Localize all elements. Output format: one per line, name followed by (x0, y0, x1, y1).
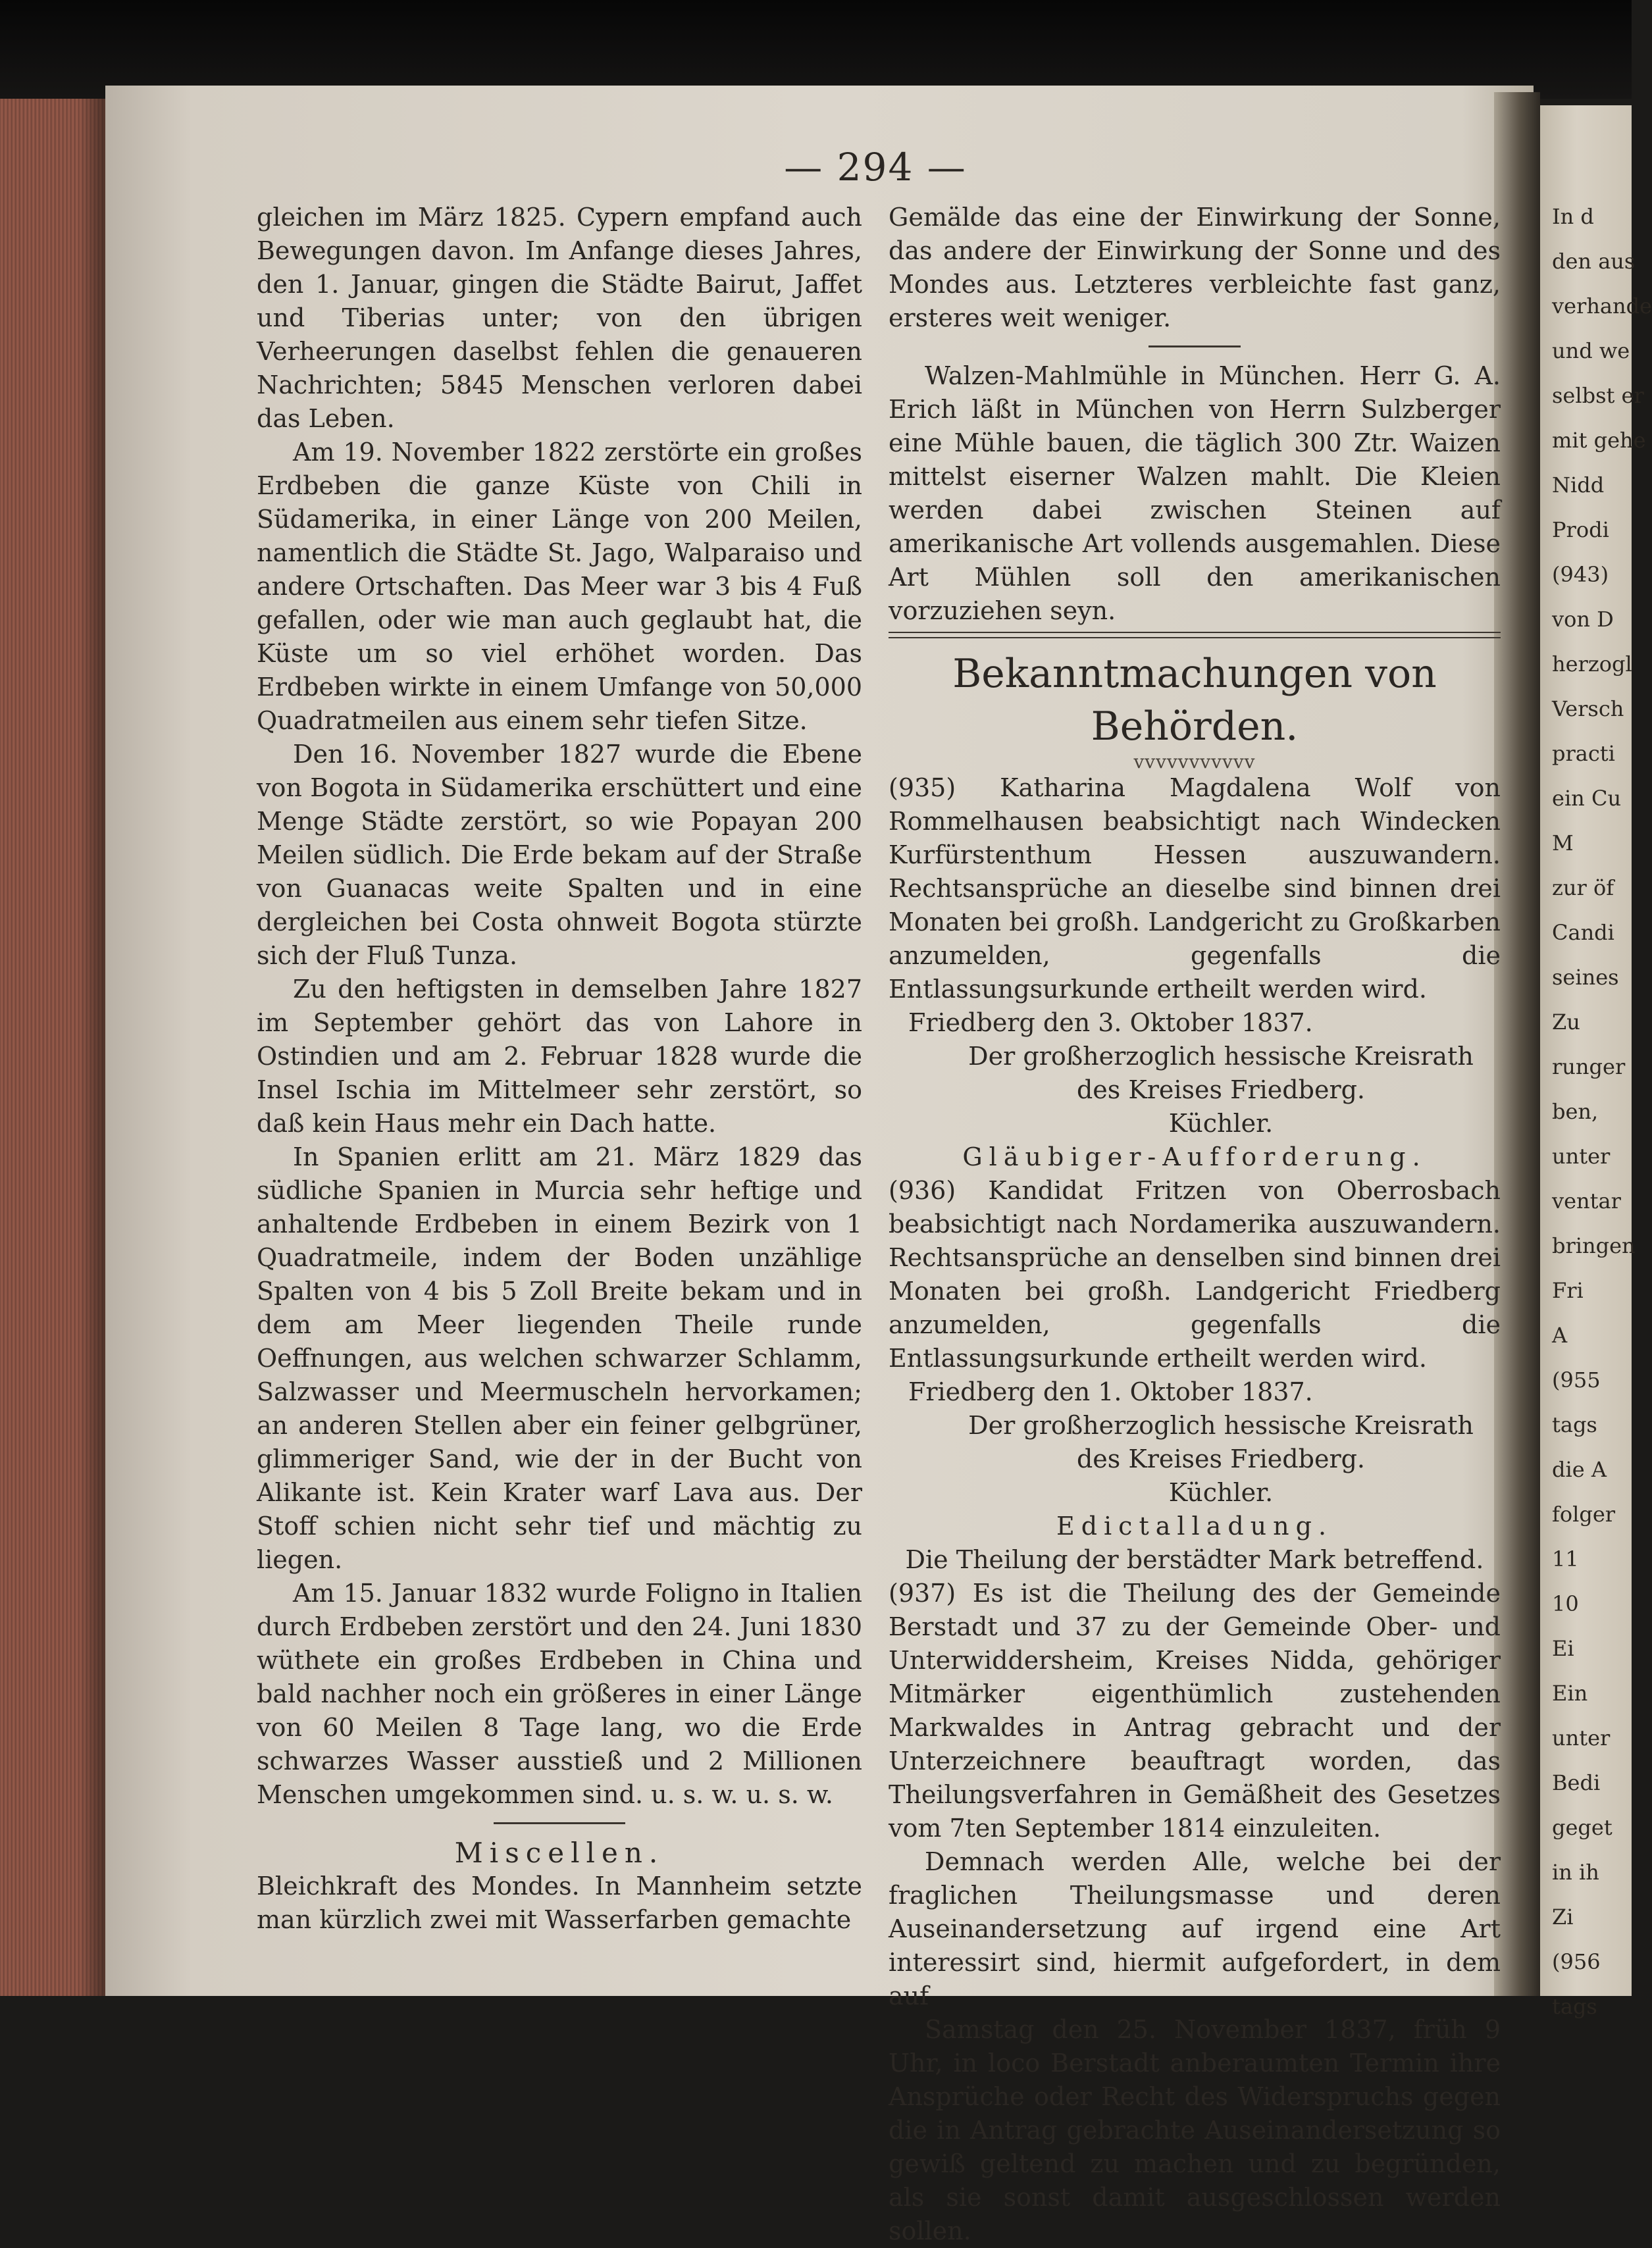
next-page-text-fragment: M (1552, 830, 1574, 856)
edictal-subheading: Die Theilung der berstädter Mark betreffend. (905, 1545, 1484, 1574)
next-page-text-fragment: 10 (1552, 1591, 1579, 1616)
next-page-text-fragment: Fri (1552, 1278, 1584, 1303)
next-page-text-fragment: (956 (1552, 1949, 1601, 1974)
left-paragraph: Am 19. November 1822 zerstörte ein großes Erdbeben die ganze Küste von Chili in Südamerika, in einer Länge von 200 Meilen, namentlich die Städte St. Jago, Walparaiso und andere Ortschaften. Das Meer war 3 bis 4 Fuß gefallen, oder wie man auch geglaubt hat, die Küste um so viel erhöhet worden. Das Erdbeben wirkte in einem Umfange von 50,000 Quadratmeilen aus einem sehr tiefen Sitze. (257, 438, 862, 735)
date-936: Friedberg den 1. Oktober 1837. (908, 1377, 1313, 1406)
signature-1-line-1: Der großherzoglich hessische Kreisrath (968, 1042, 1474, 1071)
next-page-text-fragment: 11 (1552, 1546, 1579, 1571)
next-page-text-fragment: folger (1552, 1502, 1616, 1527)
next-page-text-fragment: von D (1552, 607, 1614, 632)
next-page-text-fragment: A (1552, 1323, 1568, 1348)
signature-1-name: Küchler. (1168, 1109, 1274, 1138)
next-page-text-fragment: Candi (1552, 920, 1614, 945)
samstag-paragraph: Samstag den 25. November 1837, früh 9 Uhr, in loco Berstadt anberaumten Termin ihre Ansprüche oder Recht des Widerspruchs gegen die in Antrag gebrachte Auseinandersetzung so gewiß geltend zu machen und zu begründen, als sie sonst damit ausgeschlossen werden sollen. (889, 2015, 1501, 2245)
next-page-text-fragment: die A (1552, 1457, 1607, 1482)
next-page-text-fragment: runger (1552, 1054, 1626, 1079)
next-page-text-fragment: Ei (1552, 1636, 1574, 1661)
date-935: Friedberg den 3. Oktober 1837. (908, 1008, 1313, 1037)
left-paragraph: gleichen im März 1825. Cypern empfand auch Bewegungen davon. Im Anfange dieses Jahres, den 1. Januar, gingen die Städte Bairut, Jaffet und Tiberias unter; von den übrigen Verheerungen daselbst fehlen die genaueren Nachrichten; 5845 Menschen verloren dabei das Leben. (257, 203, 862, 433)
next-page-text-fragment: bringen (1552, 1233, 1636, 1258)
next-page-text-fragment: den aus (1552, 249, 1636, 274)
next-page-text-fragment: Prodi (1552, 517, 1609, 542)
next-page-text-fragment: seines (1552, 965, 1619, 990)
next-page-text-fragment: Bedi (1552, 1770, 1601, 1795)
next-page-text-fragment: In d (1552, 204, 1594, 229)
book-top-shadow (0, 0, 1632, 99)
next-page-text-fragment: Zi (1552, 1904, 1574, 1929)
left-paragraph: In Spanien erlitt am 21. März 1829 das südliche Spanien in Murcia sehr heftige und anhaltende Erdbeben in einem Bezirk von 1 Quadratmeile, indem der Boden unzählige Spalten von 4 bis 5 Zoll Breite bekam und in dem am Meer liegenden Theile runde Oeffnungen, aus welchen schwarzer Schlamm, Salzwasser und Meermuscheln hervorkamen; an anderen Stellen aber ein feiner gelbgrüner, glimmeriger Sand, wie der in der Bucht von Alikante ist. Kein Krater warf Lava aus. Der Stoff schien nicht sehr tief und mächtig zu liegen. (257, 1142, 862, 1574)
left-column (257, 201, 862, 1937)
left-paragraph: Zu den heftigsten in demselben Jahre 1827 im September gehört das von Lahore in Ostindien und am 2. Februar 1828 wurde die Insel Ischia im Mittelmeer sehr zerstört, so daß kein Haus mehr ein Dach hatte. (257, 975, 862, 1138)
right-column (889, 201, 1501, 2248)
notice-937: (937) Es ist die Theilung des der Gemeinde Berstadt und 37 zu der Gemeinde Ober- und Unterwiddersheim, Kreises Nidda, gehöriger Mitmärker eigenthümlich zustehenden Markwaldes in Antrag gebracht und der Unterzeichnere beauftragt worden, das Theilungsverfahren in Gemäßheit des Gesetzes vom 7ten September 1814 einzuleiten. (889, 1579, 1501, 1843)
next-page-text-fragment: tags (1552, 1994, 1597, 2019)
next-page-text-fragment: geget (1552, 1815, 1613, 1840)
section-heading: Bekanntmachungen von Behörden. (952, 651, 1437, 750)
glaeubiger-heading: Gläubiger-Aufforderung. (962, 1142, 1427, 1171)
wavy-ornament: vvvvvvvvvvv (1133, 751, 1256, 773)
next-page-text-fragment: unter (1552, 1725, 1611, 1750)
notice-935: (935) Katharina Magdalena Wolf von Rommelhausen beabsichtigt nach Windecken Kurfürstenthum Hessen auszuwandern. Rechtsansprüche an dieselbe sind binnen drei Monaten bei großh. Landgericht zu Großkarben anzumelden, gegenfalls die Entlassungsurkunde ertheilt werden wird. (889, 773, 1501, 1004)
next-page-fragment (1540, 105, 1652, 2019)
demnach-paragraph: Demnach werden Alle, welche bei der fraglichen Theilungsmasse und deren Auseinandersetzung auf irgend eine Art interessirt sind, hiermit aufgefordert, in dem auf (889, 1847, 1501, 2010)
next-page-text-fragment: (943) (1552, 562, 1609, 587)
continuation-paragraph: Gemälde das eine der Einwirkung der Sonne, das andere der Einwirkung der Sonne und des Mondes aus. Letzteres verbleichte fast ganz, ersteres weit weniger. (889, 203, 1501, 332)
next-page-text-fragment: zur öf (1552, 875, 1614, 900)
section-divider (494, 1822, 625, 1824)
next-page-text-fragment: (955 (1552, 1367, 1601, 1392)
signature-2-name: Küchler. (1168, 1478, 1274, 1507)
next-page-text-fragment: ventar (1552, 1188, 1621, 1213)
signature-1-line-2: des Kreises Friedberg. (1076, 1075, 1366, 1104)
edictal-heading: Edictalladung. (1056, 1512, 1333, 1541)
next-page-text-fragment: Ein (1552, 1681, 1588, 1706)
next-page-text-fragment: Zu (1552, 1009, 1580, 1035)
next-page-text-fragment: Nidd (1552, 473, 1605, 498)
left-paragraphs (257, 201, 862, 1812)
next-page-text-fragment: herzogl (1552, 651, 1632, 677)
page-number: — 294 — (784, 145, 967, 190)
section-divider (1149, 345, 1241, 347)
next-page-text-fragment: und we (1552, 338, 1630, 363)
next-page-text-fragment: in ih (1552, 1860, 1599, 1885)
next-page-text-fragment: ein Cu (1552, 786, 1622, 811)
double-rule (889, 632, 1501, 638)
walzen-paragraph: Walzen-Mahlmühle in München. Herr G. A. Erich läßt in München von Herrn Sulzberger eine Mühle bauen, die täglich 300 Ztr. Waizen mittelst eiserner Walzen mahlt. Die Kleien werden dabei zwischen Steinen auf amerikanische Art vollends ausgemahlen. Diese Art Mühlen soll den amerikanischen vorzuziehen seyn. (889, 361, 1501, 625)
signature-2-line-1: Der großherzoglich hessische Kreisrath (968, 1411, 1474, 1440)
next-page-text-fragment: mit gehe (1552, 428, 1646, 453)
next-page-text-fragment: tags (1552, 1412, 1597, 1437)
notice-936: (936) Kandidat Fritzen von Oberrosbach beabsichtigt nach Nordamerika auszuwandern. Rechtsansprüche an denselben sind binnen drei Monaten bei großh. Landgericht Friedberg anzumelden, gegenfalls die Entlassungsurkunde ertheilt werden wird. (889, 1176, 1501, 1373)
next-page-text-fragment: selbst er (1552, 383, 1644, 408)
next-page-text-fragment: unter (1552, 1144, 1611, 1169)
next-page-text-fragment: Versch (1552, 696, 1624, 721)
miscellen-text: Bleichkraft des Mondes. In Mannheim setzte man kürzlich zwei mit Wasserfarben gemachte (257, 1872, 862, 1934)
book-gutter (1494, 92, 1540, 1996)
book-page-edges (0, 99, 105, 1996)
next-page-text-fragment: verhande (1552, 294, 1652, 319)
next-page-text-fragment: practi (1552, 741, 1615, 766)
left-paragraph: Am 15. Januar 1832 wurde Foligno in Italien durch Erdbeben zerstört und den 24. Juni 1830 wüthete ein großes Erdbeben in China und bald nachher noch ein größeres in einer Länge von 60 Meilen 8 Tage lang, wo die Erde schwarzes Wasser ausstieß und 2 Millionen Menschen umgekommen sind. u. s. w. u. s. w. (257, 1579, 862, 1809)
next-page-text-fragment: ben, (1552, 1099, 1599, 1124)
left-paragraph: Den 16. November 1827 wurde die Ebene von Bogota in Südamerika erschüttert und eine Menge Städte zerstört, so wie Popayan 200 Meilen südlich. Die Erde bekam auf der Straße von Guanacas weite Spalten und in eine dergleichen bei Costa ohnweit Bogota stürzte sich der Fluß Tunza. (257, 740, 862, 970)
miscellen-heading: Miscellen. (454, 1837, 665, 1869)
signature-2-line-2: des Kreises Friedberg. (1076, 1444, 1366, 1473)
